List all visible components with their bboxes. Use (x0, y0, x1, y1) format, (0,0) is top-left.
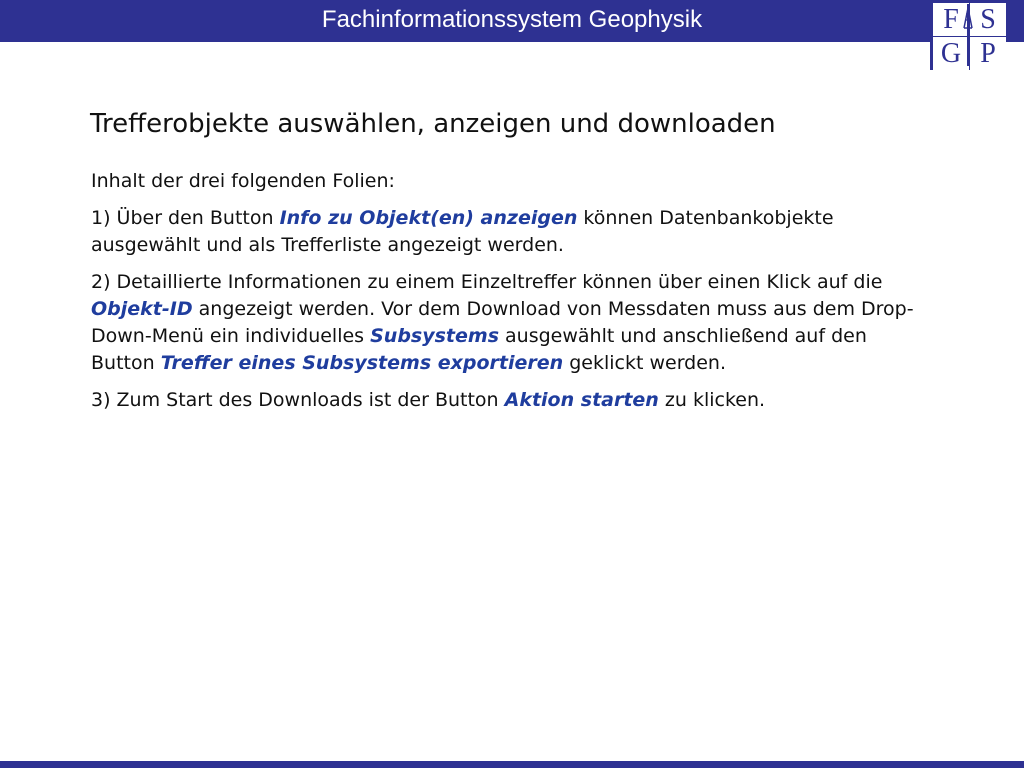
text-segment: 2) Detaillierte Informationen zu einem Einzeltreffer können über einen Klick auf die (91, 271, 883, 293)
list-item-3 (91, 387, 931, 414)
logo-letter-p: P (970, 37, 1006, 70)
text-segment: ausgewählt und anschließend auf den Button (91, 325, 867, 374)
text-segment: 3) Zum Start des Downloads ist der Button (91, 389, 505, 411)
keyword-aktion-starten: Aktion starten (504, 389, 659, 411)
keyword-subsystems: Subsystems (370, 325, 499, 347)
list-item-1 (91, 205, 931, 259)
list-item-2 (91, 269, 931, 377)
text-segment: können Datenbankobjekte ausgewählt und als Trefferliste angezeigt werden. (91, 207, 834, 256)
keyword-objekt-id: Objekt-ID (91, 298, 193, 320)
drilling-tower-icon (961, 2, 975, 68)
keyword-info-zu-objekten-anzeigen: Info zu Objekt(en) anzeigen (279, 207, 578, 229)
logo-letter-s: S (970, 3, 1006, 36)
header-bar (0, 0, 1024, 42)
logo-letter-g: G (933, 37, 969, 70)
slide-heading: Trefferobjekte auswählen, anzeigen und downloaden (90, 109, 776, 139)
text-segment: angezeigt werden. Vor dem Download von Messdaten muss aus dem Drop-Down-Menü ein individuelles (91, 298, 914, 347)
footer-bar (0, 761, 1024, 768)
header-title: Fachinformationssystem Geophysik (321, 6, 703, 33)
fsgp-logo (930, 0, 1006, 70)
intro-text: Inhalt der drei folgenden Folien: (91, 170, 395, 192)
text-segment: zu klicken. (658, 389, 766, 411)
text-segment: geklickt werden. (563, 352, 727, 374)
logo-letter-f: F (933, 3, 969, 36)
slide-content (91, 168, 931, 424)
keyword-treffer-exportieren: Treffer eines Subsystems exportieren (160, 352, 564, 374)
text-segment: 1) Über den Button (91, 207, 280, 229)
